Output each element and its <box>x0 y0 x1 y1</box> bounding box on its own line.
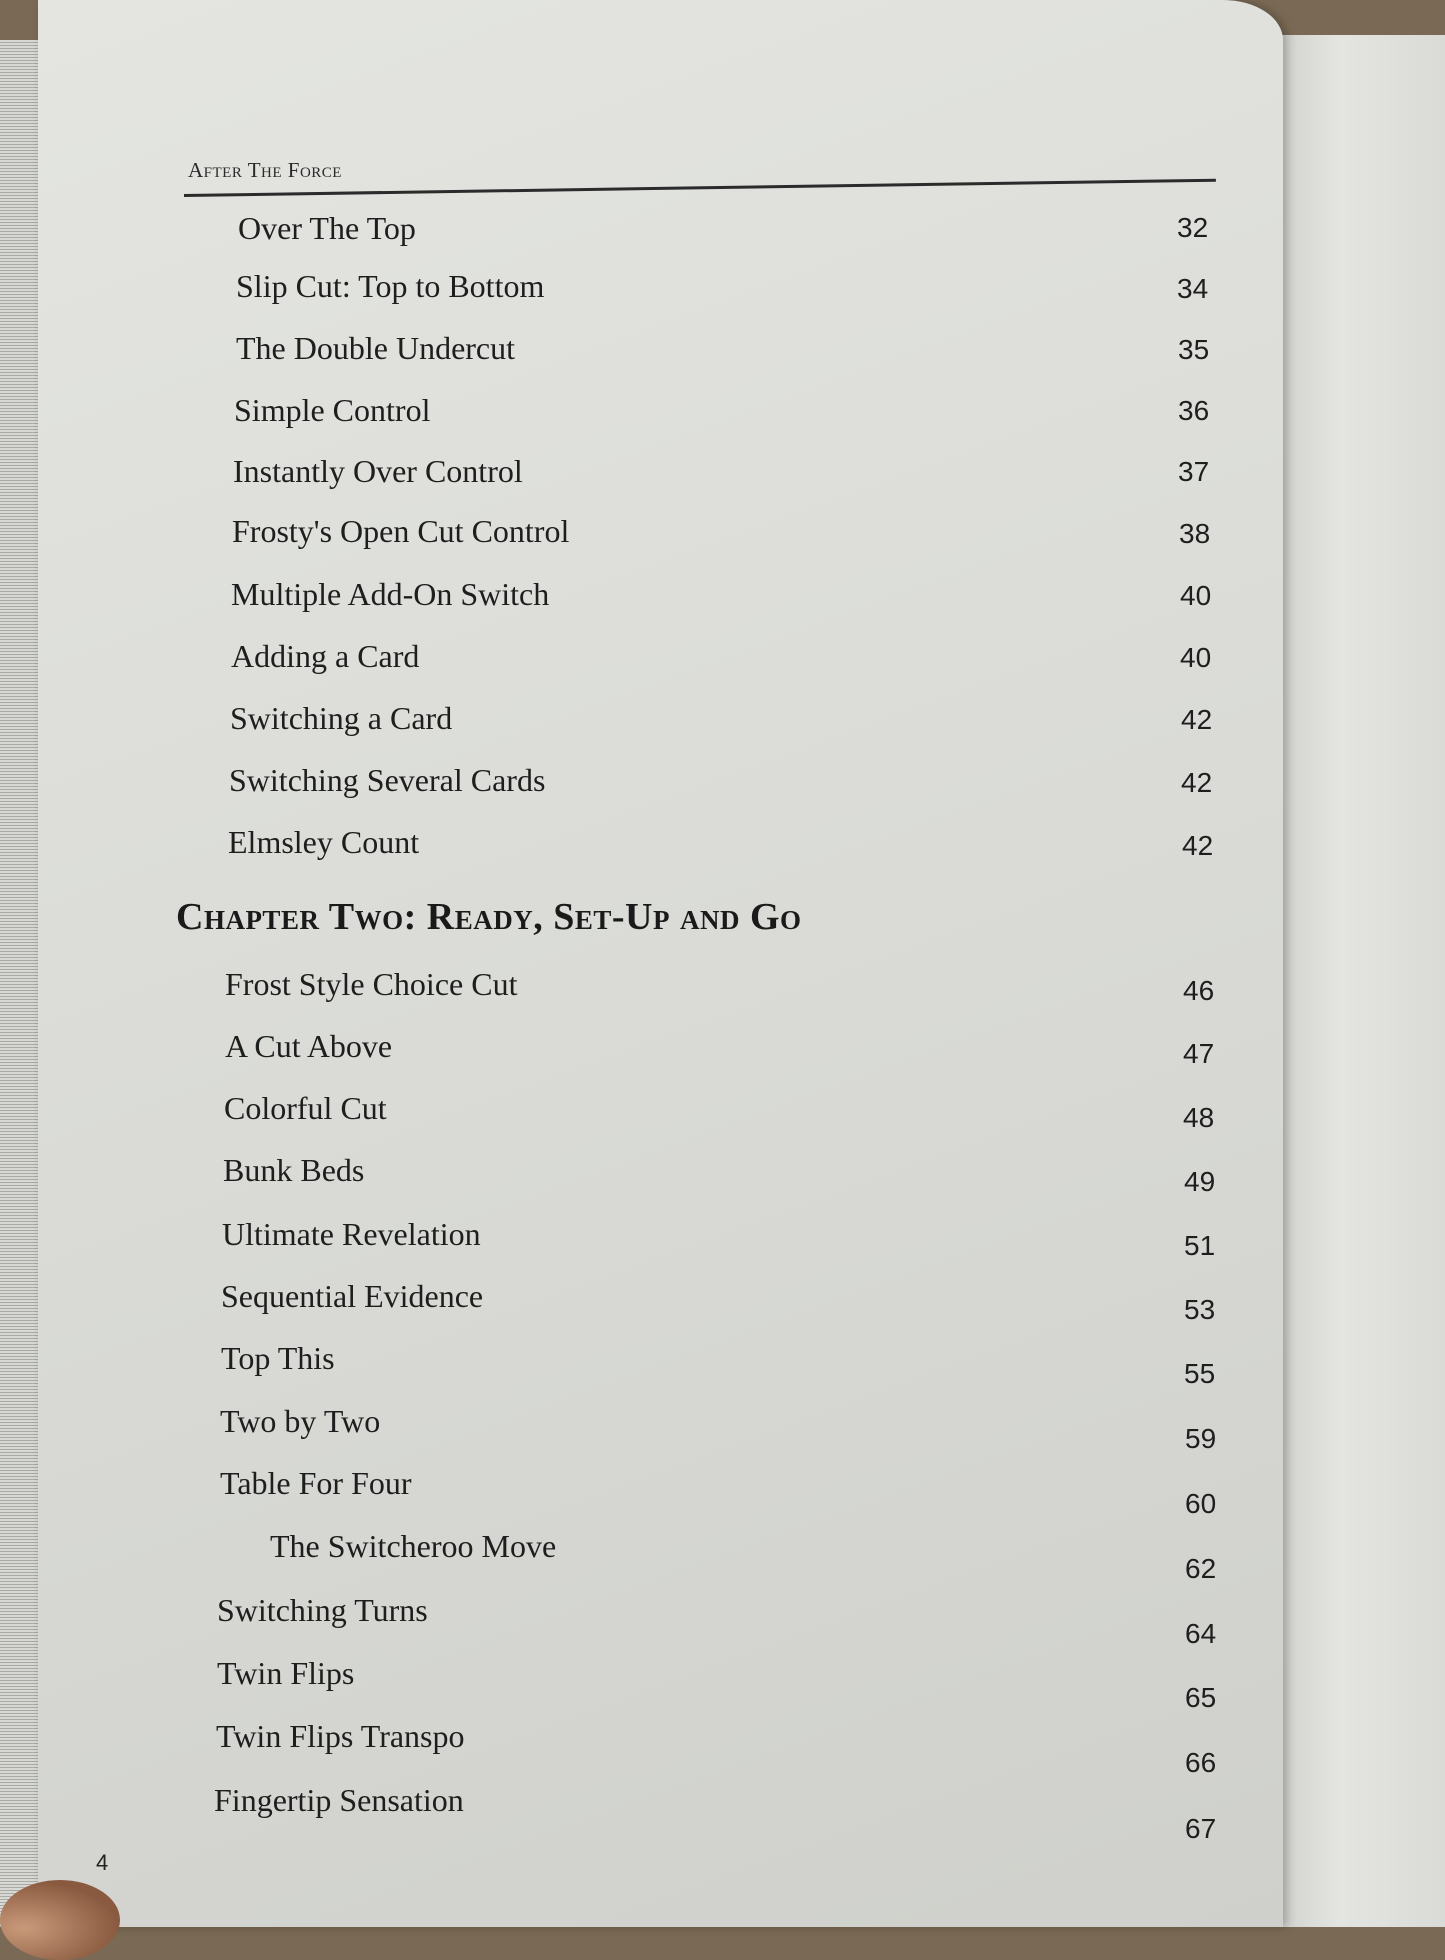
toc-subentry: The Switcheroo Move <box>270 1528 557 1564</box>
toc-page-number: 40 <box>1180 642 1212 673</box>
book-page <box>38 0 1283 1927</box>
toc-page-number: 60 <box>1185 1488 1217 1519</box>
toc-page-number: 42 <box>1182 830 1214 861</box>
toc-entry: Twin Flips Transpo <box>216 1718 465 1754</box>
toc-page-number: 51 <box>1184 1230 1216 1261</box>
toc-page-number: 65 <box>1185 1682 1217 1713</box>
toc-entry: Switching a Card <box>230 700 453 736</box>
chapter-heading: Chapter Two: Ready, Set-Up and Go <box>176 896 802 938</box>
toc-entry: The Double Undercut <box>236 330 516 366</box>
toc-entry: Instantly Over Control <box>233 453 523 489</box>
running-head: After The Force <box>188 158 342 182</box>
toc-entry: Two by Two <box>220 1403 381 1439</box>
toc-page-number: 34 <box>1177 273 1209 304</box>
toc-page-number: 55 <box>1184 1358 1216 1389</box>
toc-page-number: 38 <box>1179 518 1211 549</box>
toc-page-number: 67 <box>1185 1813 1217 1844</box>
toc-entry: Simple Control <box>234 392 431 428</box>
toc-page-number: 46 <box>1183 975 1215 1006</box>
toc-entry: A Cut Above <box>225 1028 393 1064</box>
toc-page-number: 64 <box>1185 1618 1217 1649</box>
facing-page <box>1270 35 1445 1927</box>
thumb <box>0 1880 120 1960</box>
toc-page-number: 53 <box>1184 1294 1216 1325</box>
toc-entry: Over The Top <box>238 210 416 246</box>
toc-entry: Frost Style Choice Cut <box>225 966 518 1002</box>
toc-entry: Slip Cut: Top to Bottom <box>236 268 545 304</box>
toc-entry: Switching Turns <box>217 1592 428 1628</box>
toc-entry: Adding a Card <box>231 638 420 674</box>
toc-page-number: 47 <box>1183 1038 1215 1069</box>
toc-page-number: 62 <box>1185 1553 1217 1584</box>
toc-page-number: 49 <box>1184 1166 1216 1197</box>
toc-entry: Colorful Cut <box>224 1090 387 1126</box>
toc-page-number: 37 <box>1178 456 1210 487</box>
toc-page-number: 48 <box>1183 1102 1215 1133</box>
toc-entry: Multiple Add-On Switch <box>231 576 550 612</box>
toc-page-number: 59 <box>1185 1423 1217 1454</box>
toc-page-number: 32 <box>1177 212 1209 243</box>
toc-entry: Frosty's Open Cut Control <box>232 513 570 549</box>
toc-entry: Bunk Beds <box>223 1152 365 1188</box>
toc-entry: Table For Four <box>220 1465 412 1501</box>
toc-entry: Top This <box>221 1340 335 1376</box>
toc-entry: Sequential Evidence <box>221 1278 484 1314</box>
toc-entry: Elmsley Count <box>228 824 420 860</box>
toc-page-number: 40 <box>1180 580 1212 611</box>
page-number-folio: 4 <box>96 1850 109 1875</box>
toc-page-number: 66 <box>1185 1747 1217 1778</box>
toc-page-number: 42 <box>1181 767 1213 798</box>
toc-entry: Twin Flips <box>217 1655 355 1691</box>
toc-page-number: 35 <box>1178 334 1210 365</box>
toc-entry: Switching Several Cards <box>229 762 546 798</box>
toc-page-number: 36 <box>1178 395 1210 426</box>
toc-entry: Fingertip Sensation <box>214 1782 464 1818</box>
toc-page-number: 42 <box>1181 704 1213 735</box>
toc-entry: Ultimate Revelation <box>222 1216 481 1252</box>
